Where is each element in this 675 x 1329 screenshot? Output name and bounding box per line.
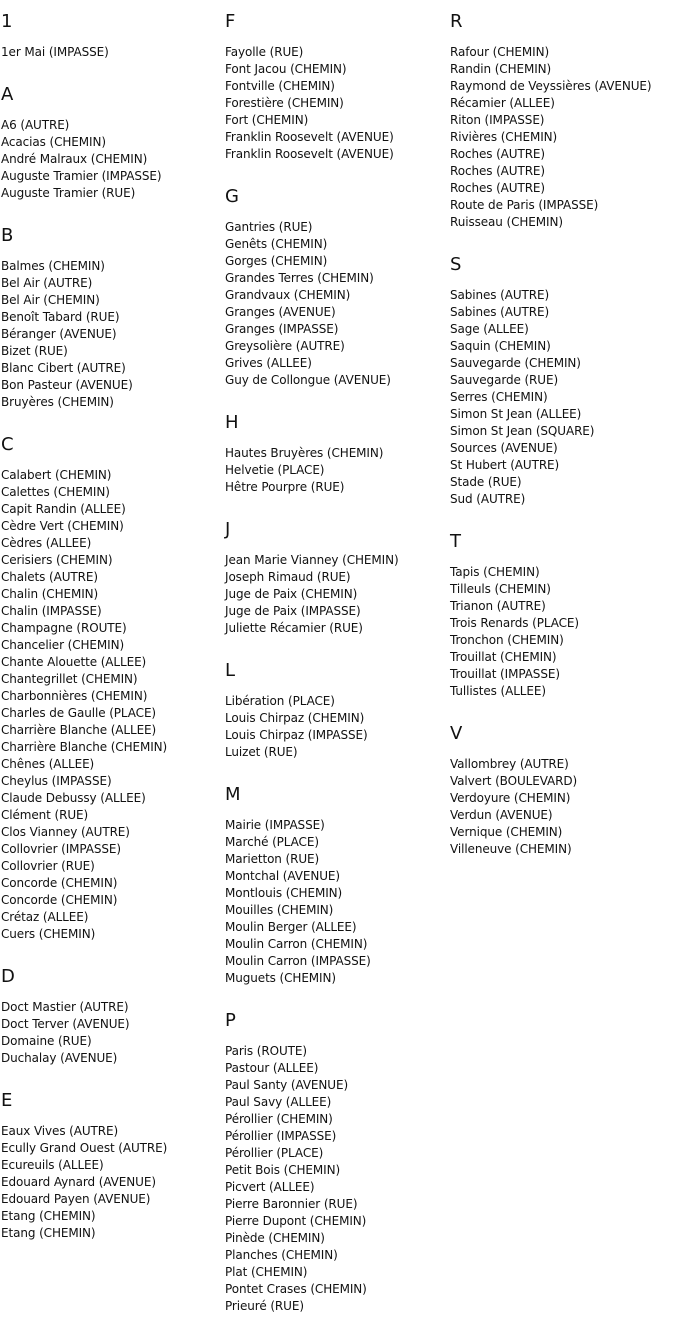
letter-heading: J — [225, 519, 231, 540]
street-list-item[interactable]: Juliette Récamier (RUE) — [225, 621, 363, 635]
street-list-item[interactable]: Grandes Terres (CHEMIN) — [225, 271, 374, 285]
street-list-item[interactable]: Sud (AUTRE) — [450, 492, 526, 506]
street-list-item[interactable]: Ecureuils (ALLEE) — [1, 1158, 104, 1172]
street-list-item[interactable]: Blanc Cibert (AUTRE) — [1, 361, 126, 375]
street-list-item[interactable]: Hêtre Pourpre (RUE) — [225, 480, 345, 494]
letter-heading: 1 — [1, 11, 13, 32]
street-list-item[interactable]: Fontville (CHEMIN) — [225, 79, 335, 93]
street-list-item[interactable]: Trouillat (CHEMIN) — [450, 650, 557, 664]
street-list-item[interactable]: Acacias (CHEMIN) — [1, 135, 106, 149]
street-list-item[interactable]: Ecully Grand Ouest (AUTRE) — [1, 1141, 168, 1155]
street-list-item[interactable]: Route de Paris (IMPASSE) — [450, 198, 599, 212]
street-list-item[interactable]: Bon Pasteur (AVENUE) — [1, 378, 133, 392]
street-list-item[interactable]: Riton (IMPASSE) — [450, 113, 545, 127]
street-list-item[interactable]: Clément (RUE) — [1, 808, 89, 822]
letter-group — [450, 532, 675, 700]
street-list-item[interactable]: Simon St Jean (SQUARE) — [450, 424, 595, 438]
letter-group — [225, 661, 450, 761]
letter-group — [225, 785, 450, 987]
street-list-item[interactable]: Paul Santy (AVENUE) — [225, 1078, 349, 1092]
street-list — [450, 564, 675, 700]
street-list-item[interactable]: Bizet (RUE) — [1, 344, 68, 358]
street-list-item[interactable]: Sauvegarde (CHEMIN) — [450, 356, 581, 370]
street-index-column-2 — [225, 12, 450, 1315]
street-list-item[interactable]: Tilleuls (CHEMIN) — [450, 582, 551, 596]
street-list-item[interactable]: Juge de Paix (IMPASSE) — [225, 604, 361, 618]
letter-group — [1, 1091, 226, 1242]
street-list-item[interactable]: Calabert (CHEMIN) — [1, 468, 112, 482]
street-list-item[interactable]: Paul Savy (ALLEE) — [225, 1095, 332, 1109]
street-list-item[interactable]: Eaux Vives (AUTRE) — [1, 1124, 119, 1138]
street-list-item[interactable]: Gantries (RUE) — [225, 220, 313, 234]
letter-group — [225, 520, 450, 637]
street-list-item[interactable]: Juge de Paix (CHEMIN) — [225, 587, 358, 601]
street-list — [1, 1123, 226, 1242]
street-list-item[interactable]: Champagne (ROUTE) — [1, 621, 127, 635]
street-list-item[interactable]: Bel Air (CHEMIN) — [1, 293, 100, 307]
street-list-item[interactable]: Picvert (ALLEE) — [225, 1180, 315, 1194]
street-list-item[interactable]: Joseph Rimaud (RUE) — [225, 570, 351, 584]
street-list-item[interactable]: Greysolière (AUTRE) — [225, 339, 345, 353]
street-list-item[interactable]: André Malraux (CHEMIN) — [1, 152, 148, 166]
street-list-item[interactable]: Franklin Roosevelt (AVENUE) — [225, 130, 394, 144]
street-list-item[interactable]: Verdun (AVENUE) — [450, 808, 553, 822]
street-list-item[interactable]: Bruyères (CHEMIN) — [1, 395, 114, 409]
group-spacer — [1, 943, 226, 967]
letter-heading: A — [1, 84, 14, 105]
group-spacer — [1, 202, 226, 226]
street-list-item[interactable]: Balmes (CHEMIN) — [1, 259, 105, 273]
street-list-item[interactable]: Charbonnières (CHEMIN) — [1, 689, 148, 703]
street-list-item[interactable]: Cerisiers (CHEMIN) — [1, 553, 113, 567]
street-list-item[interactable]: Cheylus (IMPASSE) — [1, 774, 112, 788]
street-list-item[interactable]: Sabines (AUTRE) — [450, 305, 550, 319]
letter-heading: S — [450, 254, 462, 275]
street-list-item[interactable]: Planches (CHEMIN) — [225, 1248, 338, 1262]
street-list-item[interactable]: Moulin Berger (ALLEE) — [225, 920, 357, 934]
group-spacer — [1, 61, 226, 85]
street-list-item[interactable]: Cèdre Vert (CHEMIN) — [1, 519, 124, 533]
street-list-item[interactable]: Etang (CHEMIN) — [1, 1226, 96, 1240]
street-list-item[interactable]: Stade (RUE) — [450, 475, 522, 489]
street-list-item[interactable]: Serres (CHEMIN) — [450, 390, 548, 404]
street-list-item[interactable]: Paris (ROUTE) — [225, 1044, 307, 1058]
street-list-item[interactable]: Granges (IMPASSE) — [225, 322, 339, 336]
letter-heading: G — [225, 186, 239, 207]
street-list-item[interactable]: Plat (CHEMIN) — [225, 1265, 308, 1279]
street-list — [450, 44, 675, 231]
street-list-item[interactable]: Tullistes (ALLEE) — [450, 684, 546, 698]
street-list-item[interactable]: Granges (AVENUE) — [225, 305, 336, 319]
letter-heading: E — [1, 1090, 13, 1111]
street-list-item[interactable]: Pérollier (IMPASSE) — [225, 1129, 337, 1143]
letter-heading: P — [225, 1010, 236, 1031]
letter-heading: D — [1, 966, 15, 987]
street-list-item[interactable]: Calettes (CHEMIN) — [1, 485, 110, 499]
street-list-item[interactable]: Tapis (CHEMIN) — [450, 565, 540, 579]
street-list-item[interactable]: Guy de Collongue (AVENUE) — [225, 373, 391, 387]
street-list-item[interactable]: Fort (CHEMIN) — [225, 113, 309, 127]
street-list-item[interactable]: Cuers (CHEMIN) — [1, 927, 96, 941]
street-list-item[interactable]: Chalin (CHEMIN) — [1, 587, 99, 601]
letter-heading: M — [225, 784, 241, 805]
street-list — [1, 44, 226, 61]
street-list — [450, 756, 675, 858]
street-list-item[interactable]: Chantegrillet (CHEMIN) — [1, 672, 138, 686]
letter-group — [225, 187, 450, 389]
street-list-item[interactable]: Roches (AUTRE) — [450, 181, 545, 195]
group-spacer — [450, 508, 675, 532]
street-list-item[interactable]: Pastour (ALLEE) — [225, 1061, 319, 1075]
street-list-item[interactable]: Auguste Tramier (RUE) — [1, 186, 136, 200]
street-list — [225, 1043, 450, 1315]
street-list-item[interactable]: Récamier (ALLEE) — [450, 96, 555, 110]
street-list-item[interactable]: 1er Mai (IMPASSE) — [1, 45, 109, 59]
street-list-item[interactable]: Pérollier (PLACE) — [225, 1146, 324, 1160]
letter-heading: H — [225, 412, 239, 433]
street-list-item[interactable]: Roches (AUTRE) — [450, 164, 545, 178]
street-list — [225, 219, 450, 389]
street-list-item[interactable]: Trianon (AUTRE) — [450, 599, 546, 613]
street-list-item[interactable]: Pérollier (CHEMIN) — [225, 1112, 333, 1126]
street-list — [1, 258, 226, 411]
street-list-item[interactable]: Montchal (AVENUE) — [225, 869, 340, 883]
street-list-item[interactable]: Pierre Dupont (CHEMIN) — [225, 1214, 367, 1228]
street-list — [225, 445, 450, 496]
street-list-item[interactable]: Genêts (CHEMIN) — [225, 237, 328, 251]
street-list-item[interactable]: Grives (ALLEE) — [225, 356, 312, 370]
letter-heading: T — [450, 531, 461, 552]
street-list — [450, 287, 675, 508]
street-index-column-3 — [450, 12, 675, 858]
letter-group — [1, 12, 226, 61]
letter-group — [225, 413, 450, 496]
street-list-item[interactable]: Vernique (CHEMIN) — [450, 825, 563, 839]
street-list-item[interactable]: Edouard Aynard (AVENUE) — [1, 1175, 156, 1189]
street-list-item[interactable]: Chalin (IMPASSE) — [1, 604, 102, 618]
letter-group — [1, 85, 226, 202]
street-list — [225, 693, 450, 761]
street-list-item[interactable]: Grandvaux (CHEMIN) — [225, 288, 351, 302]
group-spacer — [450, 231, 675, 255]
street-list — [225, 44, 450, 163]
street-list-item[interactable]: Etang (CHEMIN) — [1, 1209, 96, 1223]
street-list-item[interactable]: Vallombrey (AUTRE) — [450, 757, 569, 771]
street-list-item[interactable]: Libération (PLACE) — [225, 694, 335, 708]
street-list-item[interactable]: Chalets (AUTRE) — [1, 570, 98, 584]
street-list-item[interactable]: Clos Vianney (AUTRE) — [1, 825, 130, 839]
street-list-item[interactable]: Auguste Tramier (IMPASSE) — [1, 169, 162, 183]
street-list-item[interactable]: Sabines (AUTRE) — [450, 288, 550, 302]
street-list-item[interactable]: Pierre Baronnier (RUE) — [225, 1197, 358, 1211]
street-list-item[interactable]: Collovrier (RUE) — [1, 859, 95, 873]
street-list-item[interactable]: Villeneuve (CHEMIN) — [450, 842, 572, 856]
street-list-item[interactable]: Moulin Carron (CHEMIN) — [225, 937, 368, 951]
street-list-item[interactable]: Charrière Blanche (CHEMIN) — [1, 740, 168, 754]
group-spacer — [225, 987, 450, 1011]
street-list-item[interactable]: Collovrier (IMPASSE) — [1, 842, 121, 856]
street-list-item[interactable]: Prieuré (RUE) — [225, 1299, 304, 1313]
street-list-item[interactable]: Roches (AUTRE) — [450, 147, 545, 161]
group-spacer — [1, 411, 226, 435]
street-list-item[interactable]: Concorde (CHEMIN) — [1, 876, 118, 890]
street-list-item[interactable]: Marietton (RUE) — [225, 852, 320, 866]
street-list — [225, 817, 450, 987]
group-spacer — [1, 1067, 226, 1091]
street-index-column-1 — [1, 12, 226, 1242]
street-list-item[interactable]: Mairie (IMPASSE) — [225, 818, 325, 832]
street-list-item[interactable]: Valvert (BOULEVARD) — [450, 774, 578, 788]
street-list-item[interactable]: Muguets (CHEMIN) — [225, 971, 336, 985]
street-list-item[interactable]: Crétaz (ALLEE) — [1, 910, 89, 924]
street-list — [225, 552, 450, 637]
letter-heading: L — [225, 660, 236, 681]
group-spacer — [225, 637, 450, 661]
street-list-item[interactable]: Benoît Tabard (RUE) — [1, 310, 120, 324]
street-list-item[interactable]: Moulin Carron (IMPASSE) — [225, 954, 371, 968]
street-list-item[interactable]: Jean Marie Vianney (CHEMIN) — [225, 553, 399, 567]
letter-heading: C — [1, 434, 14, 455]
street-list-item[interactable]: Claude Debussy (ALLEE) — [1, 791, 146, 805]
street-list-item[interactable]: Pinède (CHEMIN) — [225, 1231, 325, 1245]
street-list-item[interactable]: Ruisseau (CHEMIN) — [450, 215, 563, 229]
letter-group — [1, 226, 226, 411]
street-list-item[interactable]: Saquin (CHEMIN) — [450, 339, 551, 353]
street-list-item[interactable]: Capit Randin (ALLEE) — [1, 502, 126, 516]
street-list-item[interactable]: Simon St Jean (ALLEE) — [450, 407, 582, 421]
street-list-item[interactable]: Sauvegarde (RUE) — [450, 373, 559, 387]
street-list-item[interactable]: Luizet (RUE) — [225, 745, 298, 759]
street-list — [1, 117, 226, 202]
street-list-item[interactable]: Domaine (RUE) — [1, 1034, 92, 1048]
letter-heading: R — [450, 11, 463, 32]
street-list-item[interactable]: Montlouis (CHEMIN) — [225, 886, 343, 900]
street-list — [1, 467, 226, 943]
street-list-item[interactable]: Randin (CHEMIN) — [450, 62, 552, 76]
street-list-item[interactable]: Raymond de Veyssières (AVENUE) — [450, 79, 652, 93]
group-spacer — [450, 700, 675, 724]
street-list-item[interactable]: Béranger (AVENUE) — [1, 327, 117, 341]
street-list-item[interactable]: Chancelier (CHEMIN) — [1, 638, 125, 652]
street-list-item[interactable]: Edouard Payen (AVENUE) — [1, 1192, 151, 1206]
letter-group — [450, 12, 675, 231]
group-spacer — [225, 761, 450, 785]
street-list-item[interactable]: St Hubert (AUTRE) — [450, 458, 560, 472]
street-list-item[interactable]: Duchalay (AVENUE) — [1, 1051, 118, 1065]
letter-heading: B — [1, 225, 14, 246]
group-spacer — [225, 496, 450, 520]
street-list-item[interactable]: Louis Chirpaz (CHEMIN) — [225, 711, 365, 725]
group-spacer — [225, 163, 450, 187]
street-list-item[interactable]: Mouilles (CHEMIN) — [225, 903, 334, 917]
street-list-item[interactable]: Doct Mastier (AUTRE) — [1, 1000, 129, 1014]
street-list-item[interactable]: Tronchon (CHEMIN) — [450, 633, 564, 647]
letter-group — [225, 12, 450, 163]
street-list-item[interactable]: Trois Renards (PLACE) — [450, 616, 579, 630]
street-list-item[interactable]: Chante Alouette (ALLEE) — [1, 655, 147, 669]
letter-heading: V — [450, 723, 463, 744]
street-list-item[interactable]: Concorde (CHEMIN) — [1, 893, 118, 907]
street-list-item[interactable]: Forestière (CHEMIN) — [225, 96, 344, 110]
letter-group — [225, 1011, 450, 1315]
street-list-item[interactable]: Fayolle (RUE) — [225, 45, 304, 59]
street-list-item[interactable]: Trouillat (IMPASSE) — [450, 667, 560, 681]
group-spacer — [225, 389, 450, 413]
street-list — [1, 999, 226, 1067]
street-list-item[interactable]: Cèdres (ALLEE) — [1, 536, 92, 550]
street-list-item[interactable]: Bel Air (AUTRE) — [1, 276, 93, 290]
street-list-item[interactable]: Verdoyure (CHEMIN) — [450, 791, 571, 805]
street-list-item[interactable]: Helvetie (PLACE) — [225, 463, 325, 477]
street-list-item[interactable]: Petit Bois (CHEMIN) — [225, 1163, 341, 1177]
street-list-item[interactable]: Sage (ALLEE) — [450, 322, 529, 336]
street-list-item[interactable]: Chênes (ALLEE) — [1, 757, 95, 771]
street-list-item[interactable]: Louis Chirpaz (IMPASSE) — [225, 728, 368, 742]
street-list-item[interactable]: Pontet Crases (CHEMIN) — [225, 1282, 367, 1296]
street-list-item[interactable]: Doct Terver (AVENUE) — [1, 1017, 130, 1031]
street-list-item[interactable]: Charrière Blanche (ALLEE) — [1, 723, 157, 737]
street-list-item[interactable]: Hautes Bruyères (CHEMIN) — [225, 446, 384, 460]
street-list-item[interactable]: Rafour (CHEMIN) — [450, 45, 550, 59]
letter-group — [450, 255, 675, 508]
street-list-item[interactable]: Marché (PLACE) — [225, 835, 319, 849]
letter-group — [1, 435, 226, 943]
street-list-item[interactable]: Charles de Gaulle (PLACE) — [1, 706, 157, 720]
street-list-item[interactable]: Gorges (CHEMIN) — [225, 254, 328, 268]
letter-heading: F — [225, 11, 236, 32]
street-list-item[interactable]: Sources (AVENUE) — [450, 441, 558, 455]
street-list-item[interactable]: Font Jacou (CHEMIN) — [225, 62, 347, 76]
street-list-item[interactable]: A6 (AUTRE) — [1, 118, 70, 132]
letter-group — [1, 967, 226, 1067]
street-list-item[interactable]: Rivières (CHEMIN) — [450, 130, 558, 144]
street-list-item[interactable]: Franklin Roosevelt (AVENUE) — [225, 147, 394, 161]
letter-group — [450, 724, 675, 858]
